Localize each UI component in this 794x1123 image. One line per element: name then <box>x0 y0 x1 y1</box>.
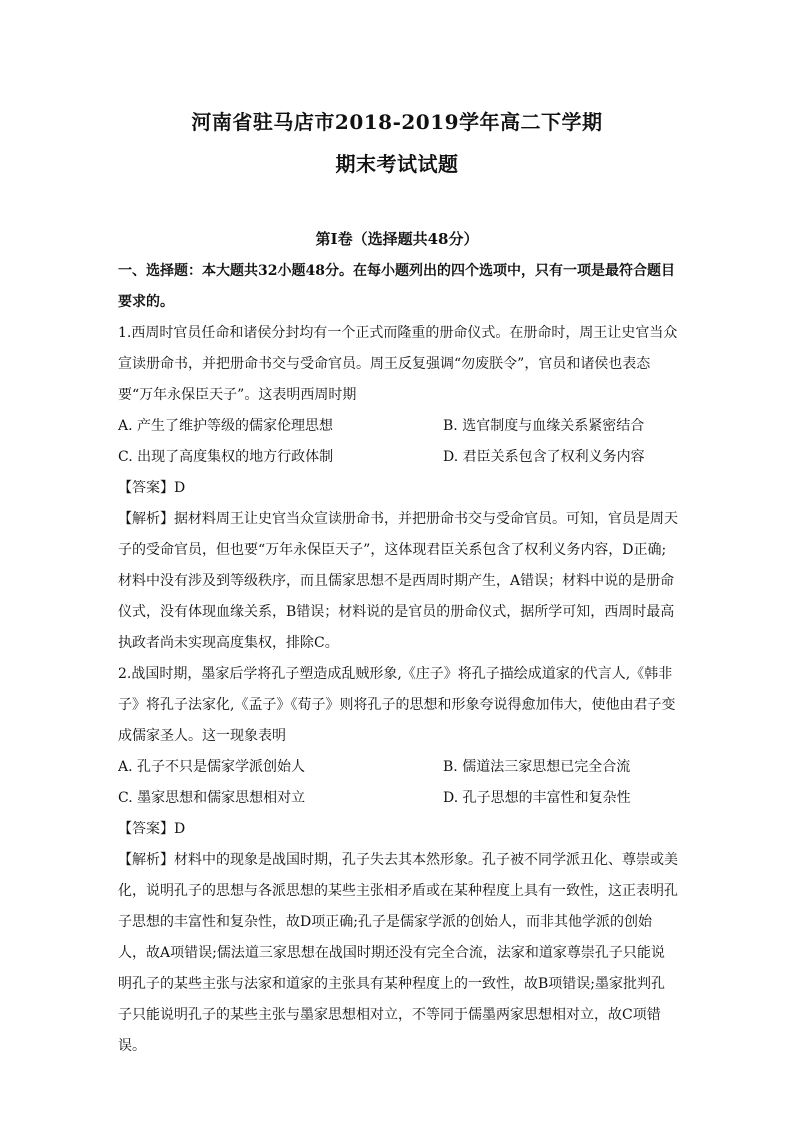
section-instructions: 一、选择题：本大题共32小题48分。在每小题列出的四个选项中，只有一项是最符合题目要求的。 <box>118 263 675 310</box>
question-1-option-d: D. 君臣关系包含了权利义务内容 <box>443 449 645 465</box>
question-1-options-row-2 <box>118 442 678 473</box>
document-subtitle: 期末考试试题 <box>335 152 459 176</box>
question-1-stem: 1.西周时官员任命和诸侯分封均有一个正式而隆重的册命仪式。在册命时，周王让史官当众宣读册命书，并把册命书交与受命官员。周王反复强调“勿废朕令”，官员和诸侯也表态要“万年永保臣天子”。这表明西周时期 <box>118 325 678 403</box>
analysis-label: 【解析】 <box>118 511 174 527</box>
analysis-text: 材料中的现象是战国时期，孔子失去其本然形象。孔子被不同学派丑化、尊崇或美化，说明孔子的思想与各派思想的某些主张相矛盾或在某种程度上具有一致性，这正表明孔子思想的丰富性和复杂性，故D项正确;孔子是儒家学派的创始人，而非其他学派的创始人，故A项错误;儒法道三家思想在战国时期还没有完全合流，法家和道家尊崇孔子只能说明孔子的某些主张与法家和道家的主张具有某种程度上的一致性，故B项错误;墨家批判孔子只能说明孔子的某些主张与墨家思想相对立，不等同于儒墨两家思想相对立，故C项错误。 <box>118 852 678 1054</box>
analysis-text: 据材料周王让史官当众宣读册命书，并把册命书交与受命官员。可知，官员是周天子的受命官员，但也要“万年永保臣天子”，这体现君臣关系包含了权利义务内容，D正确;材料中没有涉及到等级秩序，而且儒家思想不是西周时期产生，A错误；材料中说的是册命仪式，没有体现血缘关系，B错误；材料说的是官员的册命仪式，据所学可知，西周时最高执政者尚未实现高度集权，排除C。 <box>118 511 678 651</box>
question-2-stem: 2.战国时期，墨家后学将孔子塑造成乱贼形象,《庄子》将孔子描绘成道家的代言人,《韩非子》将孔子法家化,《孟子》《荀子》则将孔子的思想和形象夸说得愈加伟大，使他由君子变成儒家圣人。这一现象表明 <box>118 666 676 744</box>
question-2-answer <box>118 814 678 845</box>
question-1-answer <box>118 473 678 504</box>
question-2-analysis <box>118 845 678 1062</box>
question-2-options-row-1 <box>118 752 678 783</box>
answer-value: D <box>174 821 186 837</box>
question-2-option-c: C. 墨家思想和儒家思想相对立 <box>118 790 306 806</box>
question-1-option-b: B. 选官制度与血缘关系紧密结合 <box>443 418 645 434</box>
question-2-option-b: B. 儒道法三家思想已完全合流 <box>443 759 631 775</box>
analysis-label: 【解析】 <box>118 852 174 868</box>
question-2-option-a: A. 孔子不只是儒家学派创始人 <box>118 759 306 775</box>
answer-value: D <box>174 480 186 496</box>
question-1-option-a: A. 产生了维护等级的儒家伦理思想 <box>118 418 334 434</box>
question-1-analysis <box>118 504 678 659</box>
answer-label: 【答案】 <box>118 480 174 496</box>
question-2-options-row-2 <box>118 783 678 814</box>
section-heading: 第Ⅰ卷（选择题共48分） <box>315 230 479 248</box>
answer-label: 【答案】 <box>118 821 174 837</box>
questions-body <box>118 256 678 1062</box>
document-title: 河南省驻马店市2018-2019学年高二下学期 <box>191 110 603 134</box>
question-1-option-c: C. 出现了高度集权的地方行政体制 <box>118 449 334 465</box>
question-1-options-row-1 <box>118 411 678 442</box>
question-2-option-d: D. 孔子思想的丰富性和复杂性 <box>443 790 631 806</box>
